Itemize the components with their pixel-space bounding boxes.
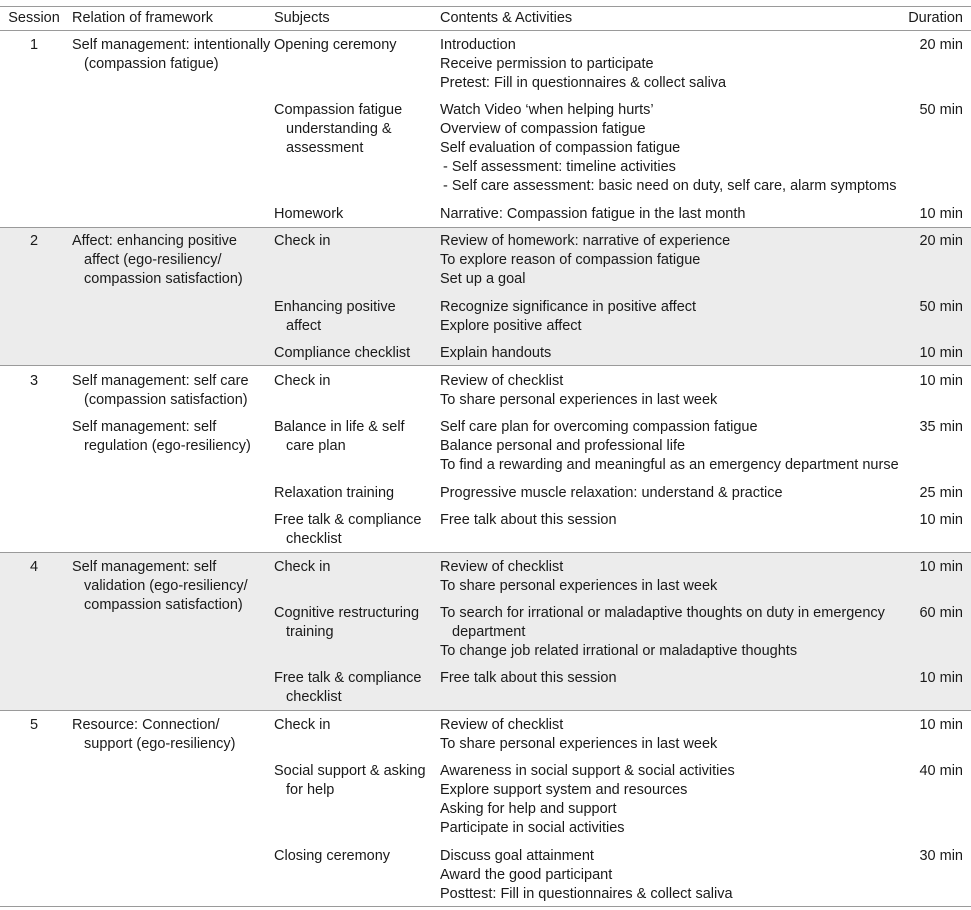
row-content-line: To share personal experiences in last week xyxy=(440,578,718,594)
row-subject: Opening ceremony xyxy=(274,37,397,53)
session-rule xyxy=(0,365,971,366)
row-subject: Check in xyxy=(274,559,331,575)
session-number: 1 xyxy=(29,37,39,53)
row-subject: Check in xyxy=(274,717,331,733)
row-content-line: To share personal experiences in last week xyxy=(440,736,718,752)
row-subject: Compliance checklist xyxy=(274,345,411,361)
row-content-line: Overview of compassion fatigue xyxy=(440,121,646,137)
row-duration: 25 min xyxy=(919,485,963,501)
row-content-line: Balance personal and professional life xyxy=(440,438,686,454)
row-content-line: Pretest: Fill in questionnaires & collect saliva xyxy=(440,75,727,91)
session-relation: Self management: intentionally (compassion fatigue) xyxy=(72,37,271,72)
row-content-line: To find a rewarding and meaningful as an emergency department nurse xyxy=(440,457,899,473)
row-subject: Cognitive restructuring training xyxy=(274,605,420,640)
session-relation: Resource: Connection/ support (ego-resiliency) xyxy=(72,717,236,752)
row-content-line: Progressive muscle relaxation: understand & practice xyxy=(440,485,783,501)
header-rule xyxy=(0,30,971,31)
row-content-line: Explain handouts xyxy=(440,345,552,361)
row-content-line: Review of homework: narrative of experience xyxy=(440,233,731,249)
row-duration: 10 min xyxy=(919,559,963,575)
session-rule xyxy=(0,710,971,711)
row-content-line: Asking for help and support xyxy=(440,801,617,817)
row-duration: 60 min xyxy=(919,605,963,621)
row-content-line: Narrative: Compassion fatigue in the last month xyxy=(440,206,746,222)
row-content-line: Review of checklist xyxy=(440,559,564,575)
row-content-line: To search for irrational or maladaptive thoughts on duty in emergency department xyxy=(440,605,885,640)
header-duration: Duration xyxy=(908,10,963,26)
row-subject: Enhancing positive affect xyxy=(274,299,396,334)
top-rule xyxy=(0,6,971,7)
row-content-line: Awareness in social support & social activities xyxy=(440,763,735,779)
row-content-line: Posttest: Fill in questionnaires & collect saliva xyxy=(440,886,733,902)
row-content-line: Free talk about this session xyxy=(440,670,617,686)
row-subject: Check in xyxy=(274,233,331,249)
session-rule xyxy=(0,227,971,228)
row-subject: Check in xyxy=(274,373,331,389)
row-duration: 50 min xyxy=(919,102,963,118)
session-number: 3 xyxy=(29,373,39,389)
row-content-line: Participate in social activities xyxy=(440,820,625,836)
row-content-line: To share personal experiences in last week xyxy=(440,392,718,408)
session-number: 5 xyxy=(29,717,39,733)
header-contents: Contents & Activities xyxy=(440,10,573,26)
row-content-line: Self care plan for overcoming compassion fatigue xyxy=(440,419,758,435)
session-rule xyxy=(0,552,971,553)
session-relation: Affect: enhancing positive affect (ego-resiliency/ compassion satisfaction) xyxy=(72,233,243,287)
header-subjects: Subjects xyxy=(274,10,330,26)
session-number: 2 xyxy=(29,233,39,249)
row-content-line: Review of checklist xyxy=(440,373,564,389)
row-duration: 50 min xyxy=(919,299,963,315)
row-duration: 10 min xyxy=(919,206,963,222)
row-content-line: Explore positive affect xyxy=(440,318,582,334)
session-number: 4 xyxy=(29,559,39,575)
session-relation: Self management: self validation (ego-resiliency/ compassion satisfaction) xyxy=(72,559,248,613)
session-relation: Self management: self care (compassion satisfaction) xyxy=(72,373,249,408)
row-content-line: Self evaluation of compassion fatigue xyxy=(440,140,681,156)
row-content-line: - Self assessment: timeline activities xyxy=(443,159,676,175)
header-relation: Relation of framework xyxy=(72,10,214,26)
row-duration: 20 min xyxy=(919,37,963,53)
header-session: Session xyxy=(8,10,60,26)
row-content-line: - Self care assessment: basic need on duty, self care, alarm symptoms xyxy=(443,178,897,194)
row-content-line: Receive permission to participate xyxy=(440,56,654,72)
bottom-rule xyxy=(0,906,971,907)
row-content-line: Set up a goal xyxy=(440,271,526,287)
row-subject: Balance in life & self care plan xyxy=(274,419,405,454)
row-subject: Social support & asking for help xyxy=(274,763,426,798)
row-content-line: To explore reason of compassion fatigue xyxy=(440,252,701,268)
row-content-line: Introduction xyxy=(440,37,516,53)
session-relation: Self management: self regulation (ego-resiliency) xyxy=(72,419,251,454)
row-duration: 10 min xyxy=(919,717,963,733)
row-content-line: Review of checklist xyxy=(440,717,564,733)
row-duration: 10 min xyxy=(919,373,963,389)
row-duration: 20 min xyxy=(919,233,963,249)
row-subject: Free talk & compliance checklist xyxy=(274,670,422,705)
row-content-line: Award the good participant xyxy=(440,867,613,883)
row-subject: Compassion fatigue understanding & assessment xyxy=(274,102,403,156)
row-content-line: Explore support system and resources xyxy=(440,782,688,798)
row-subject: Free talk & compliance checklist xyxy=(274,512,422,547)
row-duration: 30 min xyxy=(919,848,963,864)
row-subject: Closing ceremony xyxy=(274,848,391,864)
row-duration: 10 min xyxy=(919,670,963,686)
row-duration: 40 min xyxy=(919,763,963,779)
row-duration: 35 min xyxy=(919,419,963,435)
row-duration: 10 min xyxy=(919,512,963,528)
row-duration: 10 min xyxy=(919,345,963,361)
row-content-line: To change job related irrational or maladaptive thoughts xyxy=(440,643,798,659)
row-content-line: Watch Video ‘when helping hurts’ xyxy=(440,102,654,118)
row-content-line: Discuss goal attainment xyxy=(440,848,594,864)
row-content-line: Recognize significance in positive affect xyxy=(440,299,697,315)
row-content-line: Free talk about this session xyxy=(440,512,617,528)
row-subject: Relaxation training xyxy=(274,485,395,501)
row-subject: Homework xyxy=(274,206,344,222)
